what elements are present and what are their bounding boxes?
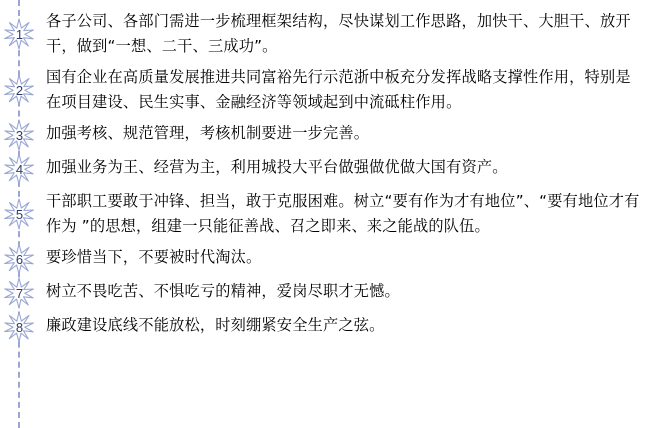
list-item-paragraph: 树立不畏吃苦、不惧吃亏的精神，爱岗尽职才无憾。 bbox=[46, 282, 400, 300]
list-item bbox=[0, 6, 652, 62]
bullet-container bbox=[2, 276, 36, 310]
list-item-number: 1 bbox=[15, 26, 24, 42]
bullet-container bbox=[2, 17, 36, 51]
list-item-marker bbox=[0, 118, 46, 152]
list-item bbox=[0, 118, 652, 152]
bullet-container bbox=[2, 242, 36, 276]
list-item-text bbox=[46, 62, 652, 118]
bullet-container bbox=[2, 310, 36, 344]
list-item-paragraph: 要珍惜当下，不要被时代淘汰。 bbox=[46, 248, 262, 266]
list-item-paragraph: 国有企业在高质量发展推进共同富裕先行示范浙中板充分发挥战略支撑性作用，特别是在项目建设、民生实事、金融经济等领域起到中流砥柱作用。 bbox=[46, 68, 631, 111]
list-item-number: 7 bbox=[15, 285, 24, 301]
list-item-number: 3 bbox=[15, 127, 24, 143]
list-item-paragraph: 加强业务为王、经营为主，利用城投大平台做强做优做大国有资产。 bbox=[46, 158, 508, 176]
list-item-text bbox=[46, 276, 652, 307]
list-item-marker bbox=[0, 6, 46, 62]
list-item-marker bbox=[0, 62, 46, 118]
list-item-text bbox=[46, 310, 652, 341]
list-item-text bbox=[46, 118, 652, 149]
list-item bbox=[0, 242, 652, 276]
list-item-number: 2 bbox=[15, 82, 24, 98]
list-item-number: 6 bbox=[15, 251, 24, 267]
list-item-text bbox=[46, 152, 652, 183]
list-item-marker bbox=[0, 310, 46, 344]
list-item-marker bbox=[0, 152, 46, 186]
bullet-container bbox=[2, 118, 36, 152]
list-item bbox=[0, 62, 652, 118]
list-item-number: 5 bbox=[15, 206, 24, 222]
list-item bbox=[0, 186, 652, 242]
list-item bbox=[0, 152, 652, 186]
list-item-number: 8 bbox=[15, 319, 24, 335]
list-item-marker bbox=[0, 242, 46, 276]
bullet-container bbox=[2, 197, 36, 231]
bullet-container bbox=[2, 152, 36, 186]
list-item-text bbox=[46, 6, 652, 62]
bullet-container bbox=[2, 73, 36, 107]
list-item-paragraph: 各子公司、各部门需进一步梳理框架结构，尽快谋划工作思路，加快干、大胆干、放开干，做到“一想、二干、三成功”。 bbox=[46, 12, 631, 55]
list-item-marker bbox=[0, 276, 46, 310]
list-item bbox=[0, 276, 652, 310]
list-item-paragraph: 加强考核、规范管理，考核机制要进一步完善。 bbox=[46, 124, 370, 142]
list-item-number: 4 bbox=[15, 161, 24, 177]
list-item-paragraph: 廉政建设底线不能放松，时刻绷紧安全生产之弦。 bbox=[46, 316, 385, 334]
list-item bbox=[0, 310, 652, 344]
list-item-marker bbox=[0, 186, 46, 242]
list-item-text bbox=[46, 242, 652, 273]
list-item-paragraph: 干部职工要敢于冲锋、担当，敢于克服困难。树立“要有作为才有地位”、“要有地位才有作为 ”的思想，组建一只能征善战、召之即来、来之能战的队伍。 bbox=[46, 192, 640, 235]
list-item-text bbox=[46, 186, 652, 242]
